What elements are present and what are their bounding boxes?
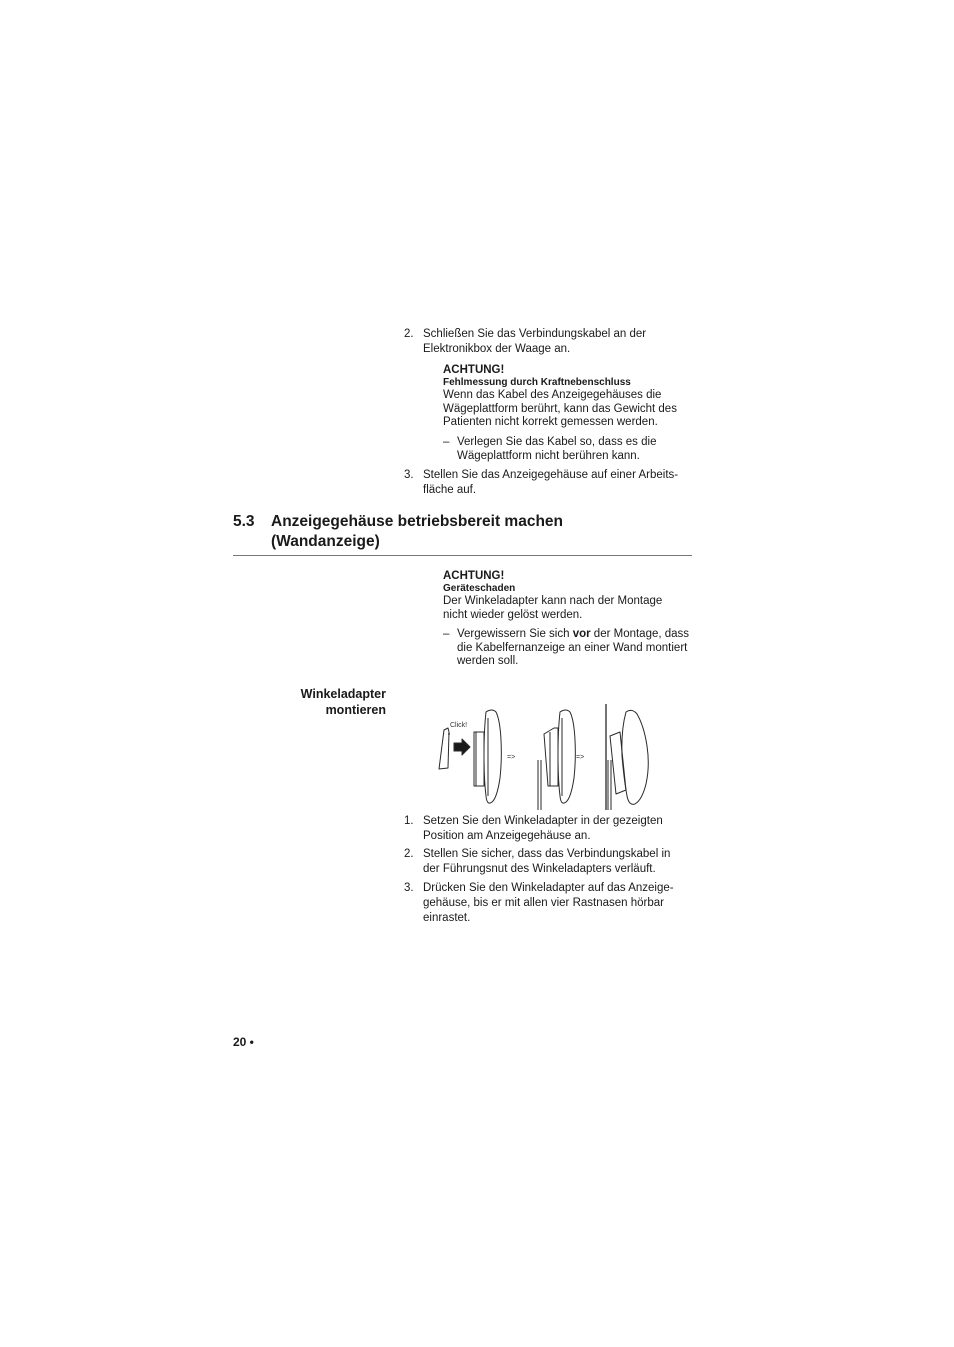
bullet-line: werden soll. xyxy=(457,655,519,667)
side-label-line: Winkeladapter xyxy=(300,687,386,701)
display-housing xyxy=(484,710,501,803)
warning-block-1 xyxy=(443,364,703,430)
warning-1-bullet xyxy=(443,436,693,463)
warning-heading: ACHTUNG! xyxy=(443,364,505,376)
section-title-line: (Wandanzeige) xyxy=(271,532,380,550)
step-3 xyxy=(404,881,694,926)
section-title-line: Anzeigegehäuse betriebsbereit machen xyxy=(271,513,564,530)
step-number: 2. xyxy=(404,328,414,340)
click-label: Click! xyxy=(450,722,468,729)
step-number: 2. xyxy=(404,848,414,860)
warning-body xyxy=(443,595,703,622)
step-text-line: einrastet. xyxy=(423,912,471,924)
step-text-line: gehäuse, bis er mit allen vier Rastnasen hörbar xyxy=(423,897,664,909)
step-text-line: Stellen Sie sicher, dass das Verbindungskabel in xyxy=(423,848,671,860)
step-text-line: der Führungsnut des Winkeladapters verläuft. xyxy=(423,863,656,875)
dash-marker: – xyxy=(443,436,450,448)
step-1 xyxy=(404,814,694,844)
step-arrow-label: => xyxy=(507,754,516,761)
section-number: 5.3 xyxy=(233,513,255,530)
bullet-line: Wägeplattform nicht berühren kann. xyxy=(457,449,640,462)
dash-marker: – xyxy=(443,628,450,640)
mounting-illustration xyxy=(430,700,660,812)
step-text-line: Drücken Sie den Winkeladapter auf das Anzeige- xyxy=(423,882,674,894)
step-number: 3. xyxy=(404,882,414,894)
emphasis-text: vor xyxy=(572,628,591,640)
warning-block-2 xyxy=(443,570,703,622)
warning-body xyxy=(443,389,703,430)
step-2-top xyxy=(404,327,694,357)
step-text-line: Stellen Sie das Anzeigegehäuse auf einer Arbeits- xyxy=(423,469,679,481)
warning-body-line: Wägeplattform berührt, kann das Gewicht des xyxy=(443,402,677,415)
warning-subheading: Geräteschaden xyxy=(443,583,516,594)
bullet-line: die Kabelfernanzeige an einer Wand montiert xyxy=(457,641,688,654)
warning-body-line: Der Winkeladapter kann nach der Montage xyxy=(443,595,663,607)
step-text-line: Elektronikbox der Waage an. xyxy=(423,343,571,355)
bullet-line: Verlegen Sie das Kabel so, dass es die xyxy=(457,436,657,448)
page-number: 20 • xyxy=(233,1035,254,1049)
step-number: 1. xyxy=(404,815,414,827)
section-heading xyxy=(233,512,703,551)
step-3-top xyxy=(404,468,694,498)
step-text-line: Setzen Sie den Winkeladapter in der gezeigten xyxy=(423,815,663,827)
step-number: 3. xyxy=(404,469,414,481)
side-label xyxy=(250,686,386,718)
bullet-line: Vergewissern Sie sich vor der Montage, dass xyxy=(457,628,690,640)
warning-heading: ACHTUNG! xyxy=(443,570,505,582)
warning-body-line: nicht wieder gelöst werden. xyxy=(443,608,583,621)
step-arrow-label: => xyxy=(576,754,585,761)
cable xyxy=(538,760,541,810)
warning-body-line: Wenn das Kabel des Anzeigegehäuses die xyxy=(443,389,662,401)
step-text-line: Position am Anzeigegehäuse an. xyxy=(423,830,591,842)
angle-adapter xyxy=(439,728,449,769)
step-text-line: fläche auf. xyxy=(423,484,477,496)
warning-2-bullet xyxy=(443,628,693,669)
push-arrow xyxy=(454,739,470,755)
step-2 xyxy=(404,847,694,877)
warning-subheading: Fehlmessung durch Kraftnebenschluss xyxy=(443,377,631,388)
display-housing xyxy=(558,710,575,803)
step-text-line: Schließen Sie das Verbindungskabel an der xyxy=(423,328,647,340)
section-divider xyxy=(232,553,692,567)
warning-body-line: Patienten nicht korrekt gemessen werden. xyxy=(443,416,658,428)
side-label-line: montieren xyxy=(325,703,386,717)
